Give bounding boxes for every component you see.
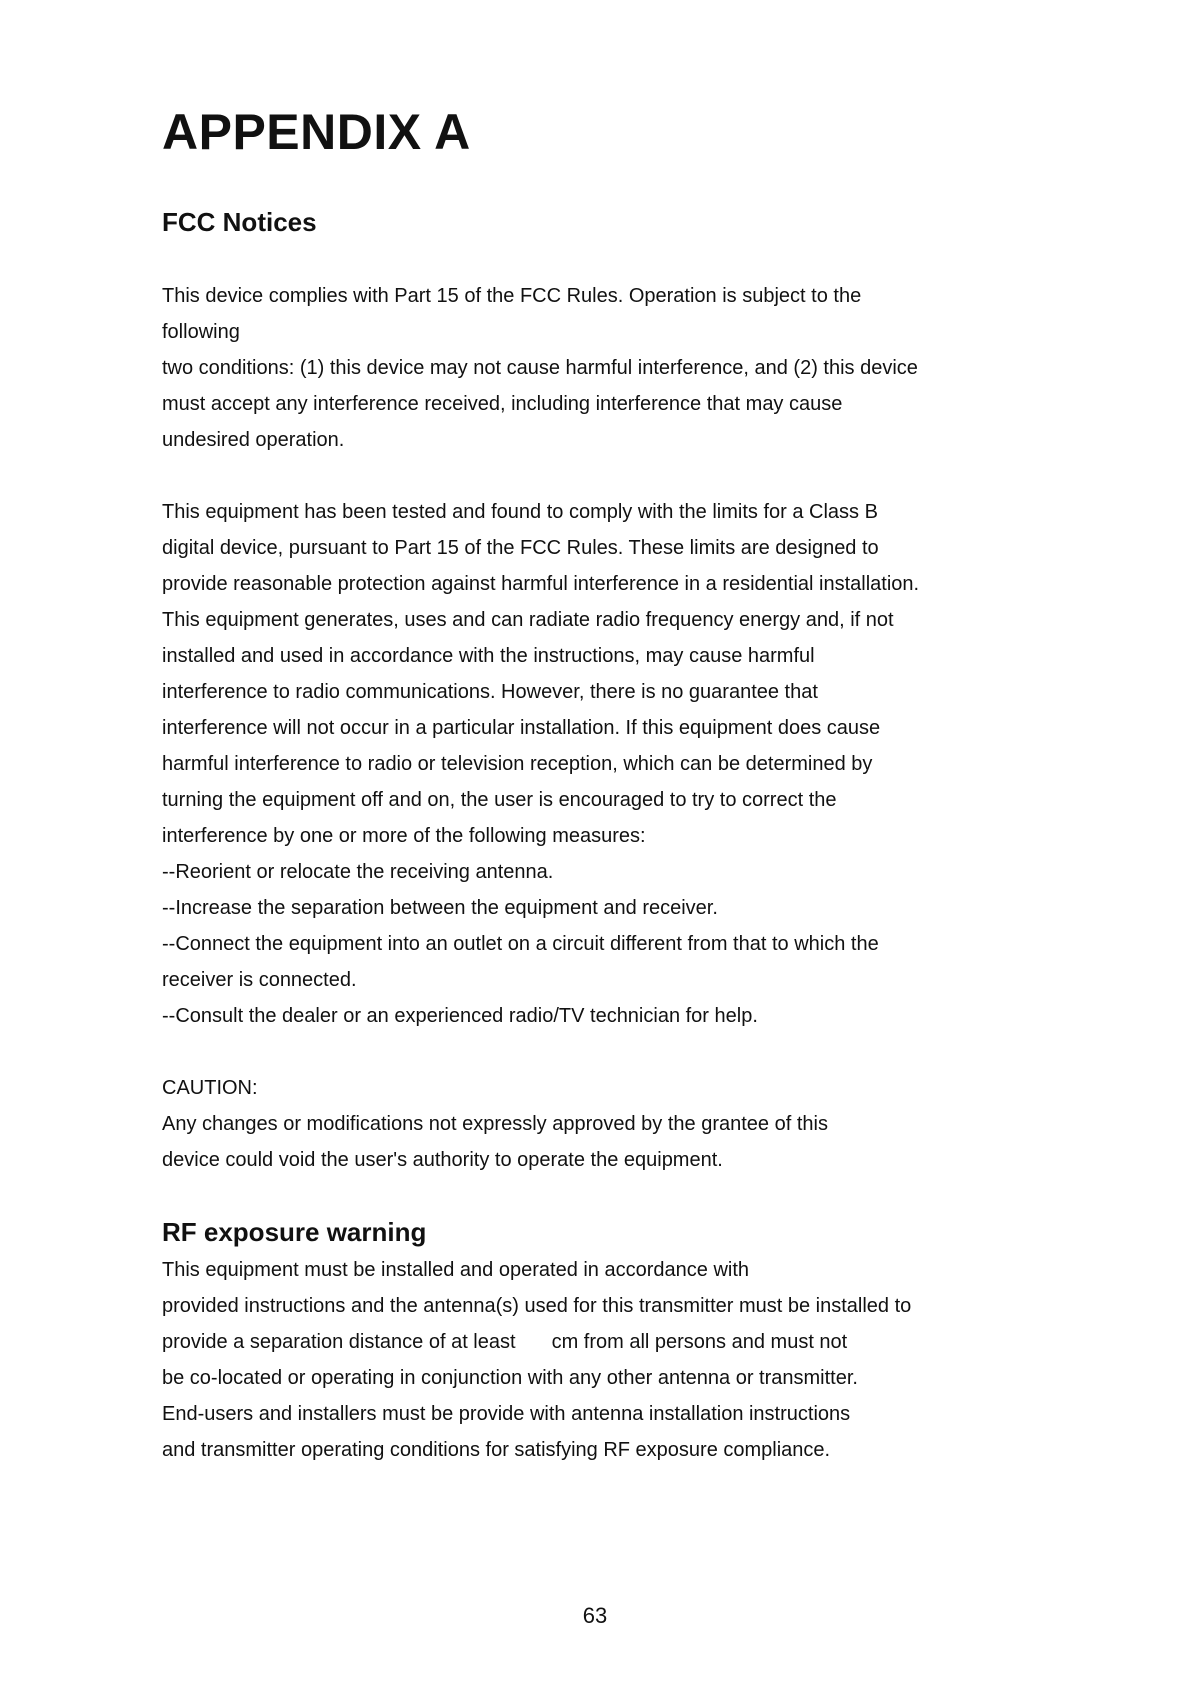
fcc-notices-heading: FCC Notices: [162, 207, 317, 237]
text-line: and transmitter operating conditions for satisfying RF exposure compliance.: [162, 1439, 831, 1461]
text-line: digital device, pursuant to Part 15 of the FCC Rules. These limits are designed to: [162, 537, 879, 559]
measure-item: --Consult the dealer or an experienced radio/TV technician for help.: [162, 1005, 758, 1027]
text-line: be co-located or operating in conjunction with any other antenna or transmitter.: [162, 1367, 858, 1389]
text-segment: provide a separation distance of at least: [162, 1331, 516, 1353]
text-line: interference to radio communications. However, there is no guarantee that: [162, 681, 818, 703]
text-line: This equipment must be installed and operated in accordance with: [162, 1259, 750, 1281]
text-line: This equipment generates, uses and can radiate radio frequency energy and, if not: [162, 609, 894, 631]
text-segment: cm from all persons and must not: [551, 1331, 848, 1353]
page-number: 63: [582, 1603, 608, 1628]
text-line: This equipment has been tested and found to comply with the limits for a Class B: [162, 501, 878, 523]
text-line: This device complies with Part 15 of the FCC Rules. Operation is subject to the: [162, 285, 862, 307]
caution-label: CAUTION:: [162, 1077, 258, 1099]
measure-item: --Increase the separation between the equipment and receiver.: [162, 897, 718, 919]
text-line: End-users and installers must be provide with antenna installation instructions: [162, 1403, 851, 1425]
text-line: interference by one or more of the following measures:: [162, 825, 646, 847]
text-line: undesired operation.: [162, 429, 345, 451]
text-line: turning the equipment off and on, the user is encouraged to try to correct the: [162, 789, 837, 811]
text-line: device could void the user's authority to operate the equipment.: [162, 1149, 723, 1171]
page-title: APPENDIX A: [162, 104, 471, 160]
text-line: provide reasonable protection against harmful interference in a residential installation.: [162, 573, 920, 595]
text-line: Any changes or modifications not expressly approved by the grantee of this: [162, 1113, 828, 1135]
text-line: [162, 1329, 847, 1355]
rf-exposure-heading: RF exposure warning: [162, 1217, 427, 1247]
text-line: following: [162, 321, 240, 343]
text-line: installed and used in accordance with the instructions, may cause harmful: [162, 645, 815, 667]
measure-item: --Connect the equipment into an outlet on a circuit different from that to which the: [162, 933, 879, 955]
text-line: interference will not occur in a particular installation. If this equipment does cause: [162, 717, 881, 739]
text-line: harmful interference to radio or television reception, which can be determined by: [162, 753, 873, 775]
text-line: receiver is connected.: [162, 969, 357, 991]
measure-item: --Reorient or relocate the receiving antenna.: [162, 861, 554, 883]
text-line: provided instructions and the antenna(s) used for this transmitter must be installed to: [162, 1295, 912, 1317]
text-line: must accept any interference received, including interference that may cause: [162, 393, 843, 415]
text-line: two conditions: (1) this device may not cause harmful interference, and (2) this device: [162, 357, 918, 379]
